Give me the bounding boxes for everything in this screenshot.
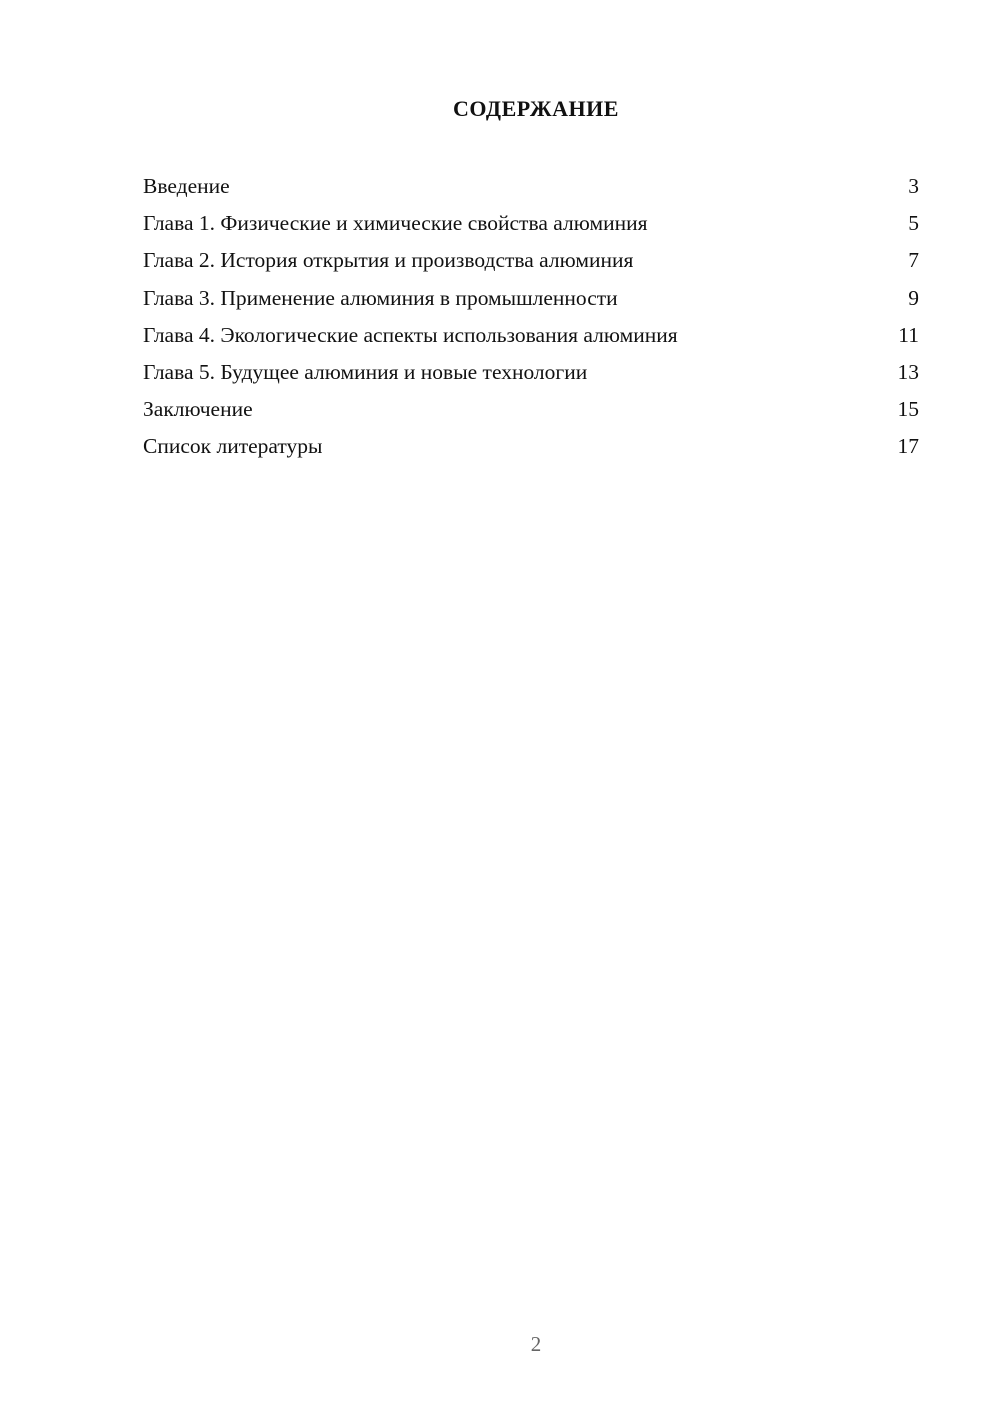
toc-entry-chapter-1 xyxy=(143,205,919,242)
toc-entry-chapter-2 xyxy=(143,242,919,279)
toc-entry-page: 5 xyxy=(908,211,919,236)
toc-entry-text: Глава 3. Применение алюминия в промышленности xyxy=(143,285,618,310)
toc-entry-text: Введение xyxy=(143,174,230,198)
toc-entry-text: Глава 4. Экологические аспекты использования алюминия xyxy=(143,322,678,347)
toc-entry-conclusion xyxy=(143,391,919,428)
toc-entry-page: 17 xyxy=(897,434,919,459)
page-title: СОДЕРЖАНИЕ xyxy=(453,96,619,121)
toc-entry-text: Заключение xyxy=(143,397,253,422)
toc-entry-page: 3 xyxy=(908,174,919,198)
toc-entry-chapter-3 xyxy=(143,280,919,317)
toc-entry-chapter-5 xyxy=(143,354,919,391)
toc-entry-chapter-4 xyxy=(143,317,919,354)
toc-entry-page: 13 xyxy=(897,359,919,384)
toc-entry-page: 11 xyxy=(898,322,919,347)
page-number: 2 xyxy=(530,1332,542,1356)
toc-entry-introduction xyxy=(143,168,919,205)
toc-entry-page: 9 xyxy=(908,285,919,310)
toc-entry-text: Список литературы xyxy=(143,434,323,459)
table-of-contents xyxy=(143,168,919,466)
toc-entry-text: Глава 2. История открытия и производства алюминия xyxy=(143,248,634,273)
toc-entry-bibliography xyxy=(143,428,919,465)
toc-entry-text: Глава 5. Будущее алюминия и новые технологии xyxy=(143,359,588,384)
toc-entry-page: 15 xyxy=(897,397,919,422)
toc-entry-page: 7 xyxy=(908,248,919,273)
toc-entry-text: Глава 1. Физические и химические свойства алюминия xyxy=(143,211,648,236)
